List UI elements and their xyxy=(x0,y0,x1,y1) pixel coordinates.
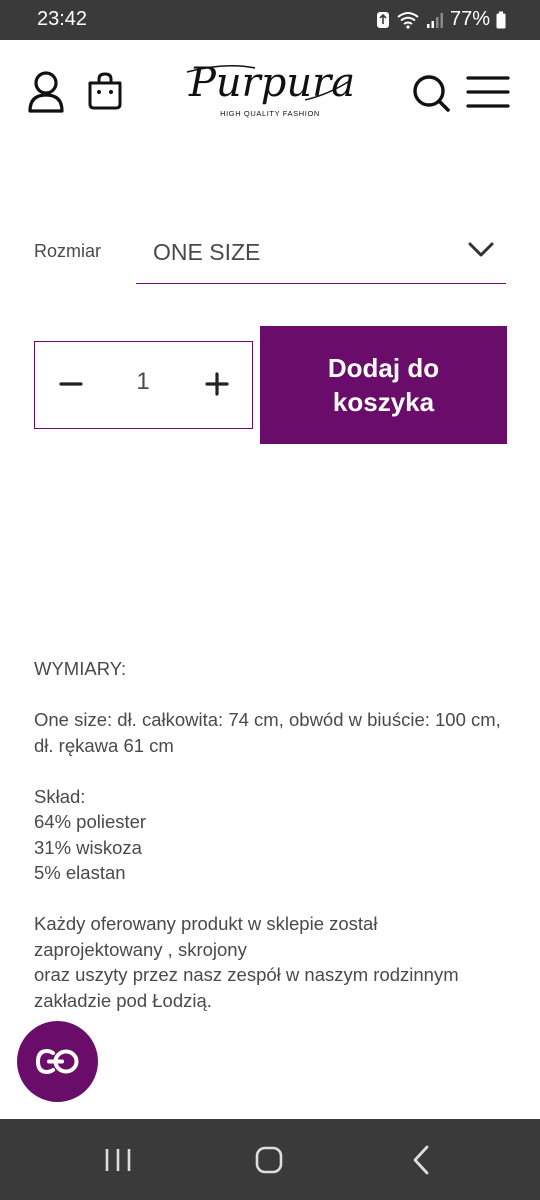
system-navigation-bar xyxy=(0,1119,540,1200)
dimensions-text: One size: dł. całkowita: 74 cm, obwód w biuście: 100 cm, dł. rękawa 61 cm xyxy=(34,709,501,756)
decrease-quantity-button[interactable] xyxy=(55,368,87,400)
quantity-stepper xyxy=(34,341,253,429)
composition-item: 64% poliester xyxy=(34,811,147,832)
dimensions-heading: WYMIARY: xyxy=(34,658,127,679)
site-header xyxy=(0,40,540,150)
add-to-cart-button[interactable] xyxy=(260,326,507,444)
battery-icon xyxy=(496,11,506,29)
user-icon[interactable] xyxy=(27,71,65,113)
shopping-bag-icon[interactable] xyxy=(87,71,123,111)
logo-text: Purpura xyxy=(189,60,355,106)
chat-logo-icon xyxy=(36,1049,79,1074)
status-bar xyxy=(0,0,540,40)
menu-icon[interactable] xyxy=(466,76,510,108)
chat-button[interactable] xyxy=(17,1021,98,1102)
product-description xyxy=(34,656,509,1013)
status-icons xyxy=(376,8,506,31)
status-time: 23:42 xyxy=(37,8,88,30)
logo-script xyxy=(185,60,355,108)
search-icon[interactable] xyxy=(411,73,451,113)
composition-heading: Skład: xyxy=(34,785,86,807)
home-button[interactable] xyxy=(229,1119,309,1200)
composition-item: 31% wiskoza xyxy=(34,836,142,858)
recent-apps-icon xyxy=(104,1147,132,1173)
signal-icon xyxy=(426,11,444,29)
about-text-line: oraz uszyty przez nasz zespół w naszym rodzinnym zakładzie pod Łodzią. xyxy=(34,964,459,1011)
add-to-cart-label: Dodaj do koszyka xyxy=(327,353,440,417)
recent-apps-button[interactable] xyxy=(78,1119,158,1200)
back-icon xyxy=(412,1145,430,1175)
chevron-down-icon xyxy=(468,242,494,258)
wifi-icon xyxy=(396,11,420,29)
composition-item: 5% elastan xyxy=(34,862,126,883)
brand-logo[interactable] xyxy=(185,60,355,122)
back-button[interactable] xyxy=(381,1119,461,1200)
logo-tagline: HIGH QUALITY FASHION xyxy=(220,109,320,118)
increase-quantity-button[interactable] xyxy=(201,368,233,400)
size-label: Rozmiar xyxy=(34,241,102,261)
home-icon xyxy=(255,1146,283,1174)
quantity-value[interactable]: 1 xyxy=(136,368,150,395)
size-dropdown[interactable] xyxy=(136,226,506,284)
about-text-line: Każdy oferowany produkt w sklepie został zaprojektowany , skrojony xyxy=(34,913,378,960)
sync-icon xyxy=(376,11,390,29)
battery-percent: 77% xyxy=(449,8,490,30)
size-selected-value: ONE SIZE xyxy=(153,239,261,265)
